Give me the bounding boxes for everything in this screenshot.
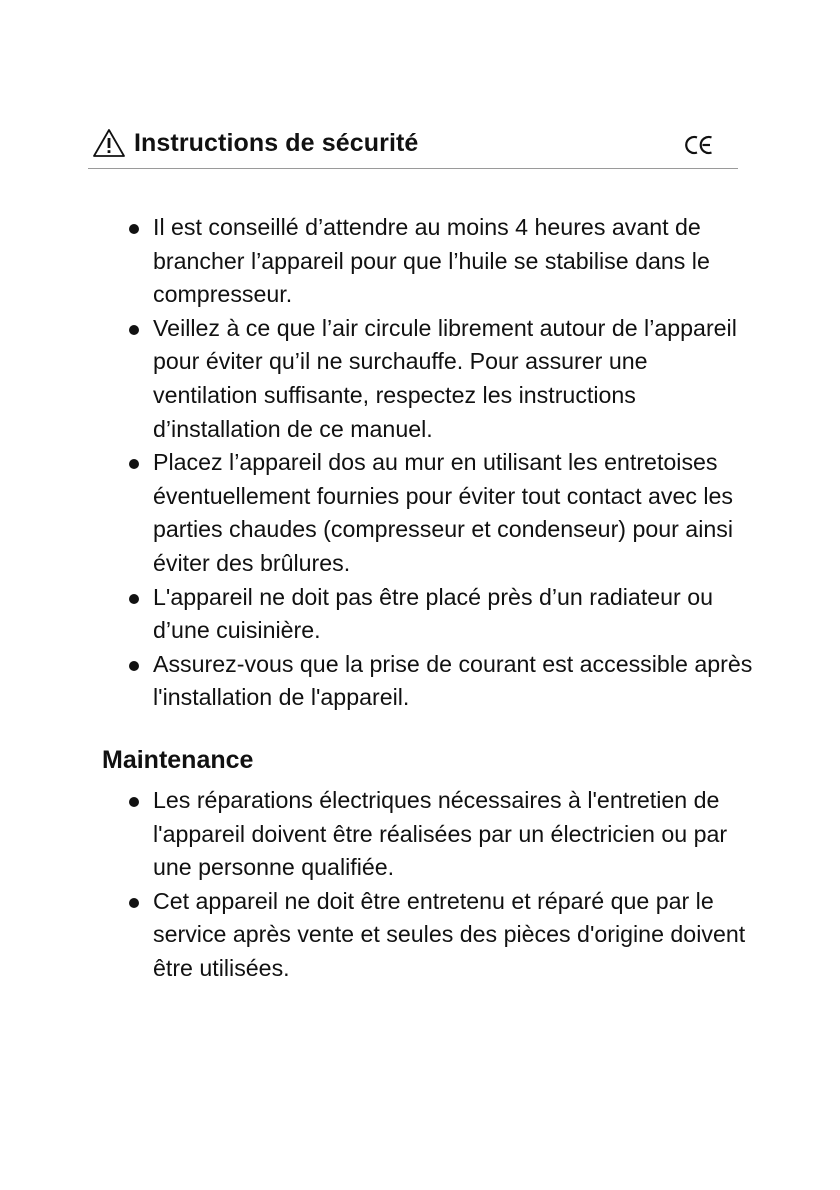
maintenance-heading: Maintenance [102, 746, 254, 774]
warning-triangle-icon [92, 128, 126, 158]
maintenance-list [0, 784, 840, 986]
ce-mark-icon [684, 134, 714, 156]
list-item [0, 885, 753, 986]
list-item-text: Assurez-vous que la prise de courant est accessible après l'installation de l'appareil. [153, 650, 753, 711]
section-header [88, 124, 738, 169]
list-item-text: Les réparations électriques nécessaires à l'entretien de l'appareil doivent être réalisées par un électricien ou par une personne qualifiée. [153, 787, 728, 881]
list-item [0, 784, 753, 885]
safety-list [0, 211, 840, 715]
list-item [0, 446, 753, 580]
maintenance-instructions [0, 784, 840, 986]
list-item [0, 211, 753, 312]
bullet-icon [129, 224, 139, 234]
list-item [0, 581, 753, 648]
list-item-text: L'appareil ne doit pas être placé près d’un radiateur ou d’une cuisinière. [153, 583, 714, 644]
bullet-icon [129, 797, 139, 807]
list-item-text: Cet appareil ne doit être entretenu et réparé que par le service après vente et seules des pièces d'origine doivent être utilisées. [153, 887, 746, 981]
bullet-icon [129, 898, 139, 908]
list-item [0, 312, 753, 446]
bullet-icon [129, 594, 139, 604]
list-item-text: Veillez à ce que l’air circule librement autour de l’appareil pour éviter qu’il ne surchauffe. Pour assurer une ventilation suffisante, respectez les instructions d’installation de ce manuel. [153, 314, 737, 442]
safety-instructions [0, 211, 840, 715]
list-item-text: Il est conseillé d’attendre au moins 4 heures avant de brancher l’appareil pour que l’huile se stabilise dans le compresseur. [153, 214, 710, 308]
bullet-icon [129, 459, 139, 469]
bullet-icon [129, 661, 139, 671]
page-title: Instructions de sécurité [134, 129, 419, 157]
list-item-text: Placez l’appareil dos au mur en utilisant les entretoises éventuellement fournies pour éviter tout contact avec les parties chaudes (compresseur et condenseur) pour ainsi éviter des brûlures. [153, 449, 734, 576]
list-item [0, 648, 753, 715]
bullet-icon [129, 325, 139, 335]
